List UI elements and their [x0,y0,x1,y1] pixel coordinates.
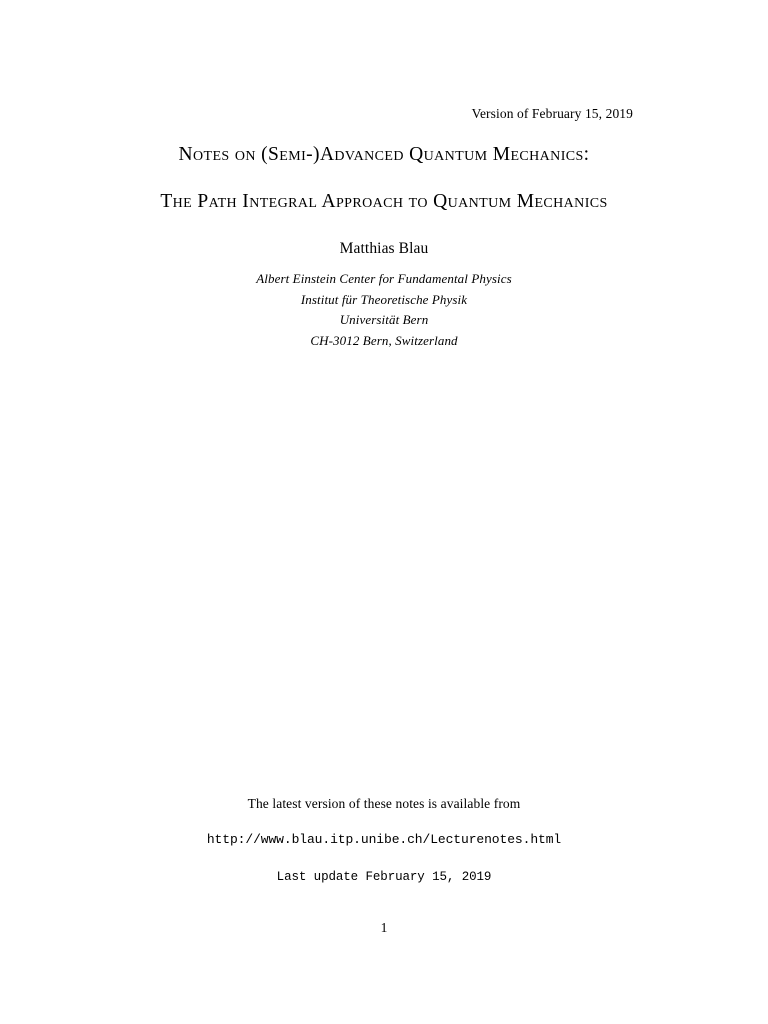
footer-block [0,796,768,884]
page-title-line-2: The Path Integral Approach to Quantum Mechanics [160,191,608,212]
affiliation-line-3: Universität Bern [339,312,429,328]
author-name: Matthias Blau [339,240,429,257]
page-title-line-1: Notes on (Semi-)Advanced Quantum Mechanics: [178,144,590,165]
version-line: Version of February 15, 2019 [471,106,633,121]
author-block [0,240,768,351]
affiliation-line-4: CH-3012 Bern, Switzerland [310,332,458,348]
affiliation-line-1: Albert Einstein Center for Fundamental Physics [256,271,512,286]
affiliation-line-2: Institut für Theoretische Physik [300,291,468,307]
last-update-text: Last update February 15, 2019 [276,870,492,884]
page-number: 1 [380,920,388,935]
latest-version-note: The latest version of these notes is available from [247,796,521,811]
title-block [0,144,768,213]
lecture-notes-url-link[interactable]: http://www.blau.itp.unibe.ch/Lecturenotes.html [206,832,562,847]
